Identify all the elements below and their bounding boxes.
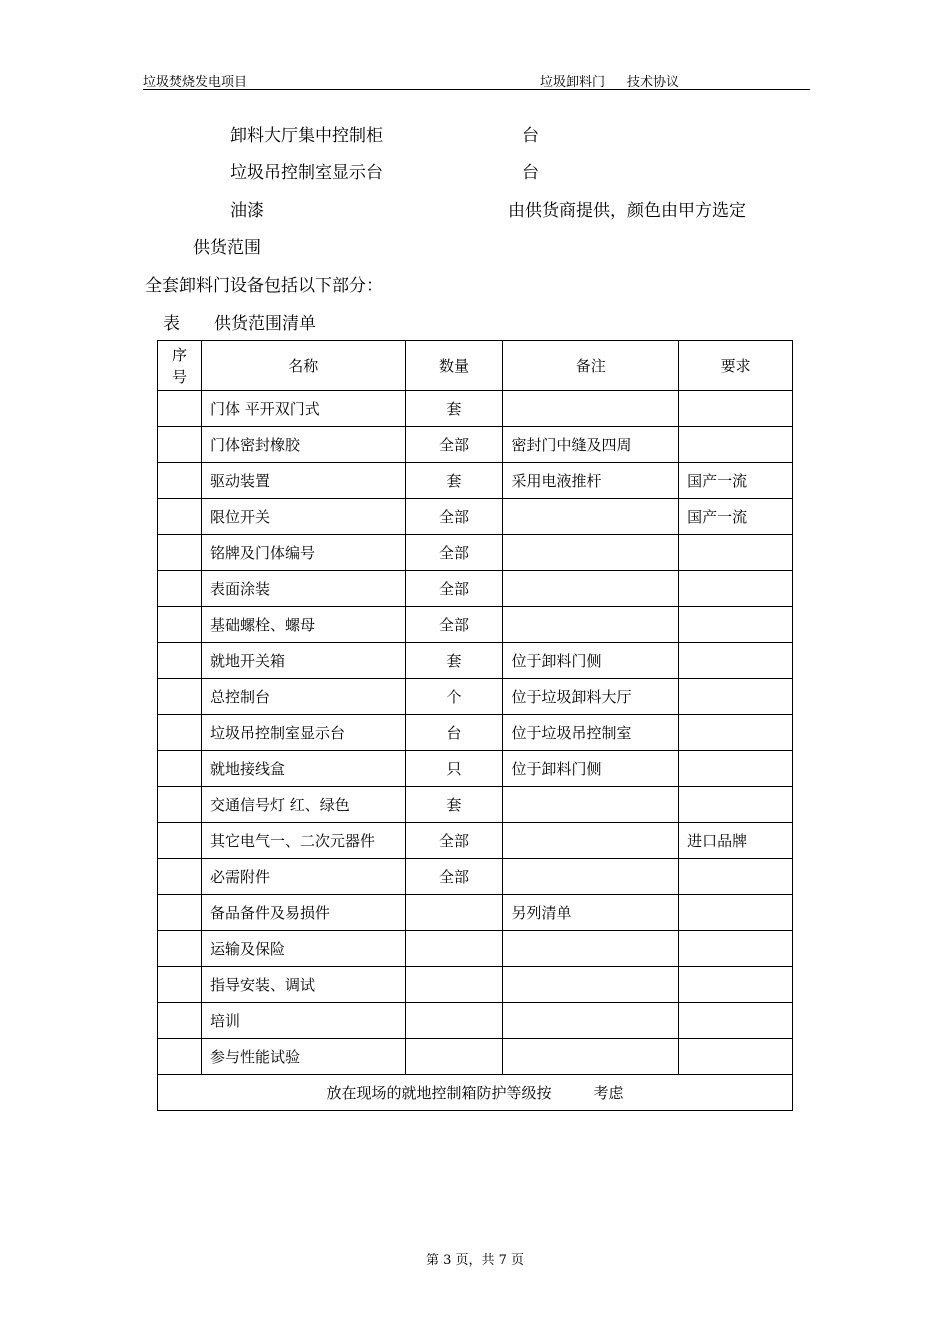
cell-name: 门体密封橡胶 [201, 427, 405, 463]
cell-qty: 全部 [405, 859, 503, 895]
page-number: 第 3 页，共 7 页 [425, 1253, 525, 1268]
cell-seq [158, 859, 202, 895]
table-header-row [158, 341, 793, 391]
cell-seq [158, 463, 202, 499]
cell-req [679, 391, 793, 427]
cell-req [679, 571, 793, 607]
cell-note [503, 391, 679, 427]
cell-name: 必需附件 [201, 859, 405, 895]
cell-qty: 套 [405, 463, 503, 499]
cell-req: 国产一流 [679, 463, 793, 499]
cell-qty: 全部 [405, 535, 503, 571]
list-item-value: 台 [522, 163, 539, 183]
cell-qty: 套 [405, 787, 503, 823]
cell-qty: 套 [405, 391, 503, 427]
cell-req: 国产一流 [679, 499, 793, 535]
cell-note [503, 967, 679, 1003]
table-row [158, 679, 793, 715]
cell-name: 驱动装置 [201, 463, 405, 499]
table-caption-prefix: 表 [163, 314, 180, 334]
table-row [158, 535, 793, 571]
cell-name: 参与性能试验 [201, 1039, 405, 1075]
cell-note [503, 1039, 679, 1075]
cell-note [503, 607, 679, 643]
table-row [158, 931, 793, 967]
cell-note: 位于卸料门侧 [503, 643, 679, 679]
list-item-value: 由供货商提供，颜色由甲方选定 [508, 201, 746, 221]
supply-scope-table [157, 340, 793, 1111]
page-header [143, 71, 810, 90]
cell-qty: 全部 [405, 823, 503, 859]
cell-req [679, 535, 793, 571]
table-footer-note [158, 1075, 793, 1111]
cell-note: 密封门中缝及四周 [503, 427, 679, 463]
cell-seq [158, 715, 202, 751]
cell-seq [158, 931, 202, 967]
header-note: 备注 [503, 341, 679, 391]
cell-note [503, 1003, 679, 1039]
cell-name: 表面涂装 [201, 571, 405, 607]
cell-req [679, 931, 793, 967]
cell-req [679, 643, 793, 679]
cell-name: 就地开关箱 [201, 643, 405, 679]
table-row [158, 391, 793, 427]
header-project: 垃圾焚烧发电项目 [143, 75, 248, 90]
cell-req [679, 679, 793, 715]
cell-seq [158, 391, 202, 427]
cell-req: 进口品牌 [679, 823, 793, 859]
cell-note [503, 787, 679, 823]
cell-name: 交通信号灯 红、绿色 [201, 787, 405, 823]
cell-seq [158, 427, 202, 463]
cell-name: 指导安装、调试 [201, 967, 405, 1003]
list-item-value: 台 [522, 126, 539, 146]
cell-seq [158, 1003, 202, 1039]
cell-note [503, 571, 679, 607]
cell-qty: 个 [405, 679, 503, 715]
cell-name: 备品备件及易损件 [201, 895, 405, 931]
footer-note-part2: 考虑 [593, 1084, 624, 1102]
cell-seq [158, 499, 202, 535]
cell-seq [158, 607, 202, 643]
cell-req [679, 715, 793, 751]
cell-name: 运输及保险 [201, 931, 405, 967]
list-item-name: 垃圾吊控制室显示台 [230, 163, 383, 183]
cell-note [503, 535, 679, 571]
table-row [158, 607, 793, 643]
cell-note: 位于垃圾卸料大厅 [503, 679, 679, 715]
cell-note: 采用电液推杆 [503, 463, 679, 499]
cell-seq [158, 751, 202, 787]
cell-seq [158, 967, 202, 1003]
header-qty: 数量 [405, 341, 503, 391]
table-row [158, 895, 793, 931]
cell-name: 限位开关 [201, 499, 405, 535]
cell-note [503, 823, 679, 859]
cell-seq [158, 895, 202, 931]
table-row [158, 1039, 793, 1075]
cell-note: 位于卸料门侧 [503, 751, 679, 787]
cell-note [503, 931, 679, 967]
cell-req [679, 895, 793, 931]
cell-name: 培训 [201, 1003, 405, 1039]
table-row [158, 571, 793, 607]
cell-seq [158, 787, 202, 823]
cell-qty: 全部 [405, 499, 503, 535]
list-item-name: 卸料大厅集中控制柜 [230, 126, 383, 146]
cell-qty: 套 [405, 643, 503, 679]
cell-qty: 只 [405, 751, 503, 787]
header-doc-title [540, 71, 679, 90]
cell-qty: 台 [405, 715, 503, 751]
table-row [158, 499, 793, 535]
table-row [158, 715, 793, 751]
cell-name: 就地接线盒 [201, 751, 405, 787]
table-row [158, 823, 793, 859]
section-title: 供货范围 [193, 238, 261, 258]
cell-qty: 全部 [405, 427, 503, 463]
cell-seq [158, 1039, 202, 1075]
cell-req [679, 859, 793, 895]
cell-req [679, 751, 793, 787]
cell-note: 另列清单 [503, 895, 679, 931]
cell-req [679, 1039, 793, 1075]
header-doc-type: 技术协议 [627, 75, 680, 90]
cell-seq [158, 679, 202, 715]
cell-req [679, 787, 793, 823]
table-row [158, 427, 793, 463]
cell-name: 基础螺栓、螺母 [201, 607, 405, 643]
cell-seq [158, 643, 202, 679]
cell-note [503, 859, 679, 895]
cell-name: 其它电气一、二次元器件 [201, 823, 405, 859]
cell-note [503, 499, 679, 535]
cell-name: 铭牌及门体编号 [201, 535, 405, 571]
cell-req [679, 607, 793, 643]
cell-qty: 全部 [405, 571, 503, 607]
table-row [158, 643, 793, 679]
cell-qty [405, 895, 503, 931]
header-req: 要求 [679, 341, 793, 391]
table-row [158, 859, 793, 895]
cell-qty: 全部 [405, 607, 503, 643]
list-item-name: 油漆 [230, 201, 264, 221]
cell-req [679, 427, 793, 463]
cell-seq [158, 571, 202, 607]
cell-seq [158, 535, 202, 571]
cell-name: 垃圾吊控制室显示台 [201, 715, 405, 751]
table-caption [163, 309, 316, 334]
table-caption-title: 供货范围清单 [214, 314, 316, 334]
cell-note: 位于垃圾吊控制室 [503, 715, 679, 751]
header-doc-subject: 垃圾卸料门 [540, 75, 606, 90]
cell-name: 总控制台 [201, 679, 405, 715]
footer-note-part1: 放在现场的就地控制箱防护等级按 [326, 1084, 552, 1102]
table-row [158, 751, 793, 787]
table-row [158, 967, 793, 1003]
cell-seq [158, 823, 202, 859]
table-row [158, 787, 793, 823]
cell-qty [405, 931, 503, 967]
table-footer-row [158, 1075, 793, 1111]
cell-qty [405, 1039, 503, 1075]
cell-qty [405, 967, 503, 1003]
header-name: 名称 [201, 341, 405, 391]
cell-req [679, 967, 793, 1003]
cell-req [679, 1003, 793, 1039]
header-seq: 序号 [158, 341, 202, 391]
intro-text: 全套卸料门设备包括以下部分： [145, 276, 383, 296]
cell-name: 门体 平开双门式 [201, 391, 405, 427]
cell-qty [405, 1003, 503, 1039]
table-row [158, 1003, 793, 1039]
table-row [158, 463, 793, 499]
